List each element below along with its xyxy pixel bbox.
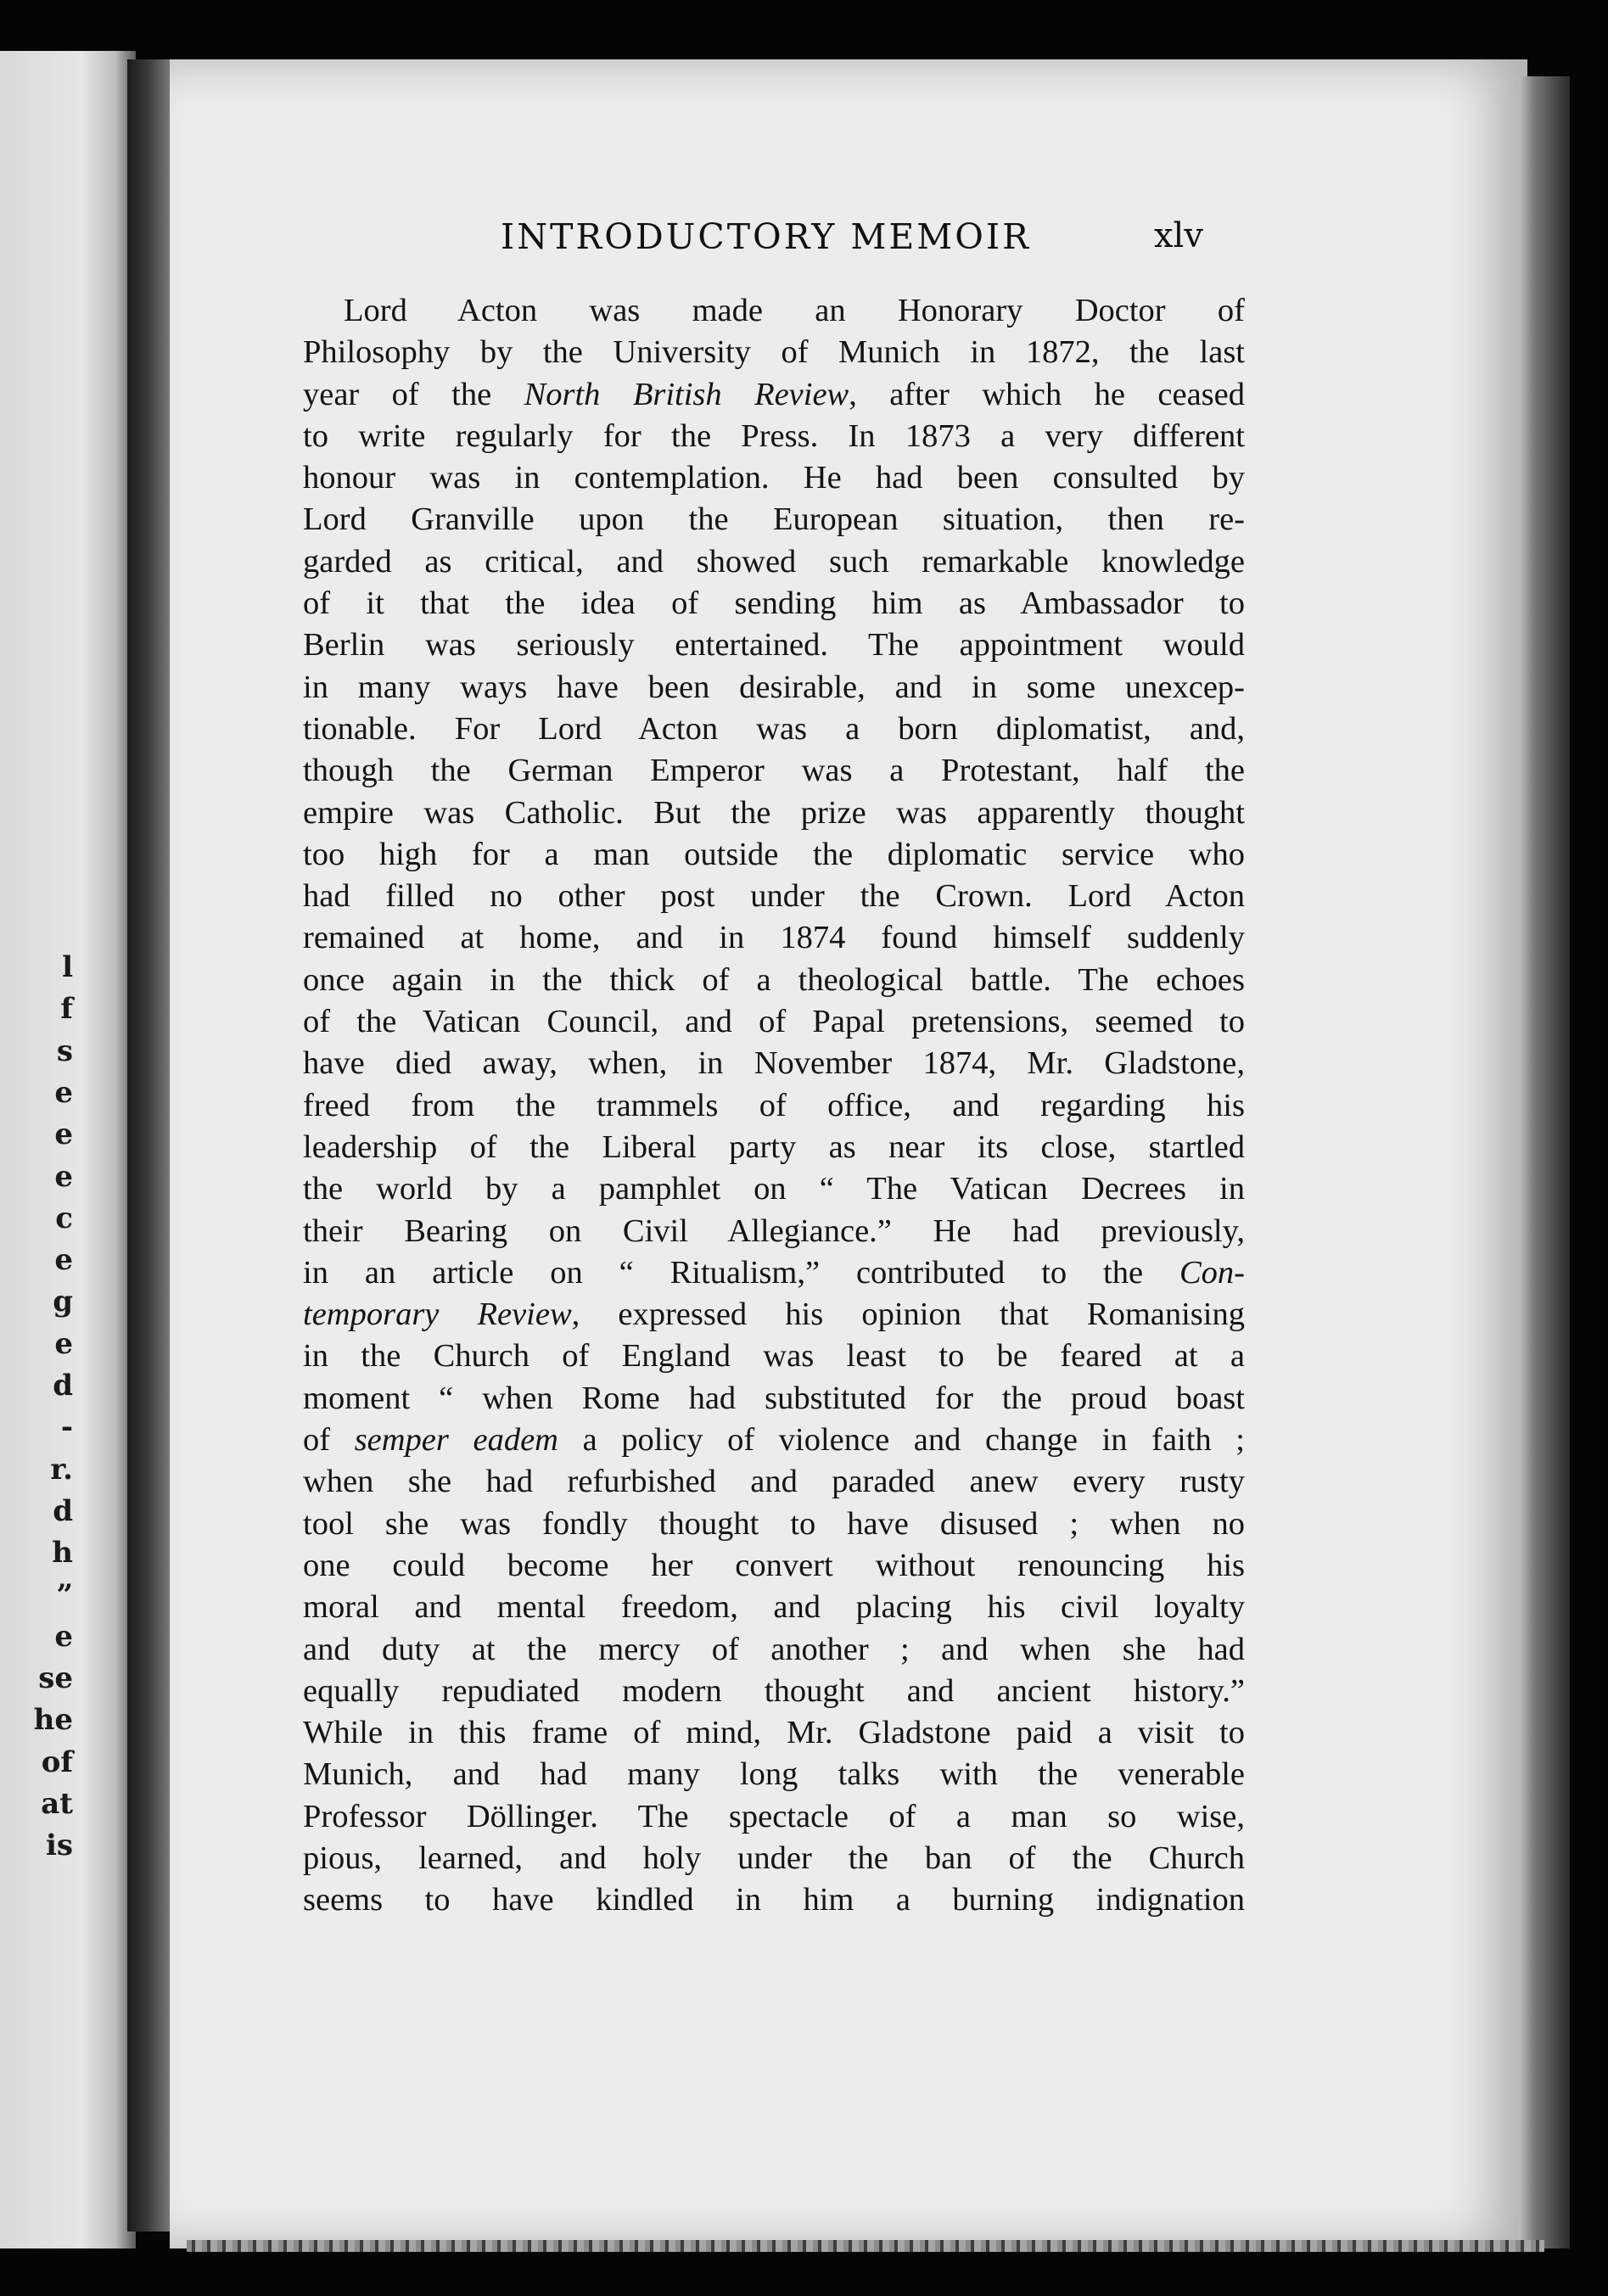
facing-page-fragment: h [52,1536,73,1571]
facing-page-strip [0,51,136,2248]
facing-page-fragment: e [54,1117,73,1152]
text-line: pious, learned, and holy under the ban of the Church [303,1840,1245,1876]
text-line: when she had refurbished and paraded anew every rusty [303,1464,1245,1500]
facing-page-fragment: e [54,1075,73,1110]
facing-page-fragment: is [45,1828,73,1863]
facing-page-fragment: s [56,1033,73,1068]
facing-page-text-fragments [0,51,76,2248]
facing-page-fragment: d [53,1493,73,1528]
running-head: INTRODUCTORY MEMOIR [501,216,1031,257]
text-line: While in this frame of mind, Mr. Gladstone paid a visit to [303,1715,1245,1751]
facing-page-fragment: d [53,1369,73,1403]
text-line: Lord Granville upon the European situation, then re- [303,501,1245,538]
text-line: year of the North British Review, after which he ceased [303,376,1246,412]
text-line: Munich, and had many long talks with the venerable [303,1756,1245,1793]
facing-page-fragment: l [62,950,73,984]
text-line: one could become her convert without renouncing his [303,1547,1245,1583]
facing-page-fragment: of [41,1744,73,1779]
facing-page-fragment: e [54,1619,73,1654]
facing-page-fragment: at [41,1787,73,1821]
text-line: had filled no other post under the Crown. Lord Acton [303,878,1245,915]
text-line: tool she was fondly thought to have disused ; when no [303,1505,1245,1542]
text-line: moment “ when Rome had substituted for the proud boast [303,1380,1245,1416]
text-line: Professor Döllinger. The spectacle of a man so wise, [303,1798,1245,1834]
text-line: once again in the thick of a theological battle. The echoes [303,961,1245,998]
text-line: in many ways have been desirable, and in some unexcep- [303,669,1245,705]
text-line: honour was in contemplation. He had been consulted by [303,460,1245,496]
text-line: temporary Review, expressed his opinion that Romanising [303,1296,1245,1333]
text-line: their Bearing on Civil Allegiance.” He had previously, [303,1212,1245,1249]
facing-page-fragment: f [60,992,73,1027]
text-line: leadership of the Liberal party as near its close, startled [303,1128,1245,1165]
text-line: have died away, when, in November 1874, Mr. Gladstone, [303,1045,1245,1082]
text-line: too high for a man outside the diplomatic service who [303,836,1245,872]
text-line: though the German Emperor was a Protestant, half the [303,753,1245,789]
facing-page-fragment: - [60,1410,73,1445]
text-line: Berlin was seriously entertained. The appointment would [303,627,1245,664]
text-line: of semper eadem a policy of violence and change in faith ; [303,1422,1245,1459]
text-line: in an article on “ Ritualism,” contributed to the Con- [303,1254,1245,1291]
facing-page-fragment: e [54,1159,73,1194]
text-line: of the Vatican Council, and of Papal pretensions, seemed to [303,1004,1245,1040]
text-line: and duty at the mercy of another ; and when she had [303,1631,1245,1667]
text-line: moral and mental freedom, and placing his civil loyalty [303,1589,1245,1626]
text-line: Lord Acton was made an Honorary Doctor of [344,293,1245,328]
text-line: to write regularly for the Press. In 1873 a very different [303,417,1245,454]
facing-page-fragment: c [55,1201,73,1235]
page-edge-right [1519,76,1570,2248]
text-line: equally repudiated modern thought and ancient history.” [303,1672,1245,1709]
facing-page-fragment: g [53,1285,73,1319]
text-line: garded as critical, and showed such remarkable knowledge [303,543,1245,580]
text-line: freed from the trammels of office, and regarding his [303,1087,1245,1123]
facing-page-fragment: ” [56,1577,73,1612]
text-line: remained at home, and in 1874 found himself suddenly [303,920,1245,956]
page-edge-bottom [187,2240,1544,2252]
facing-page-fragment: r. [50,1452,73,1487]
text-line: tionable. For Lord Acton was a born diplomatist, and, [303,710,1245,747]
facing-page-fragment: e [54,1243,73,1278]
body-text [303,290,1245,1922]
text-line: of it that the idea of sending him as Ambassador to [303,585,1245,622]
page-number: xlv [1154,216,1203,255]
text-line: the world by a pamphlet on “ The Vatican Decrees in [303,1171,1245,1207]
text-line: Philosophy by the University of Munich in 1872, the last [303,334,1245,371]
text-line: empire was Catholic. But the prize was apparently thought [303,794,1245,831]
facing-page-fragment: e [54,1326,73,1361]
text-line: in the Church of England was least to be feared at a [303,1338,1245,1375]
facing-page-fragment: he [33,1703,73,1738]
facing-page-fragment: se [38,1661,73,1696]
text-line: seems to have kindled in him a burning indignation [303,1882,1245,1918]
